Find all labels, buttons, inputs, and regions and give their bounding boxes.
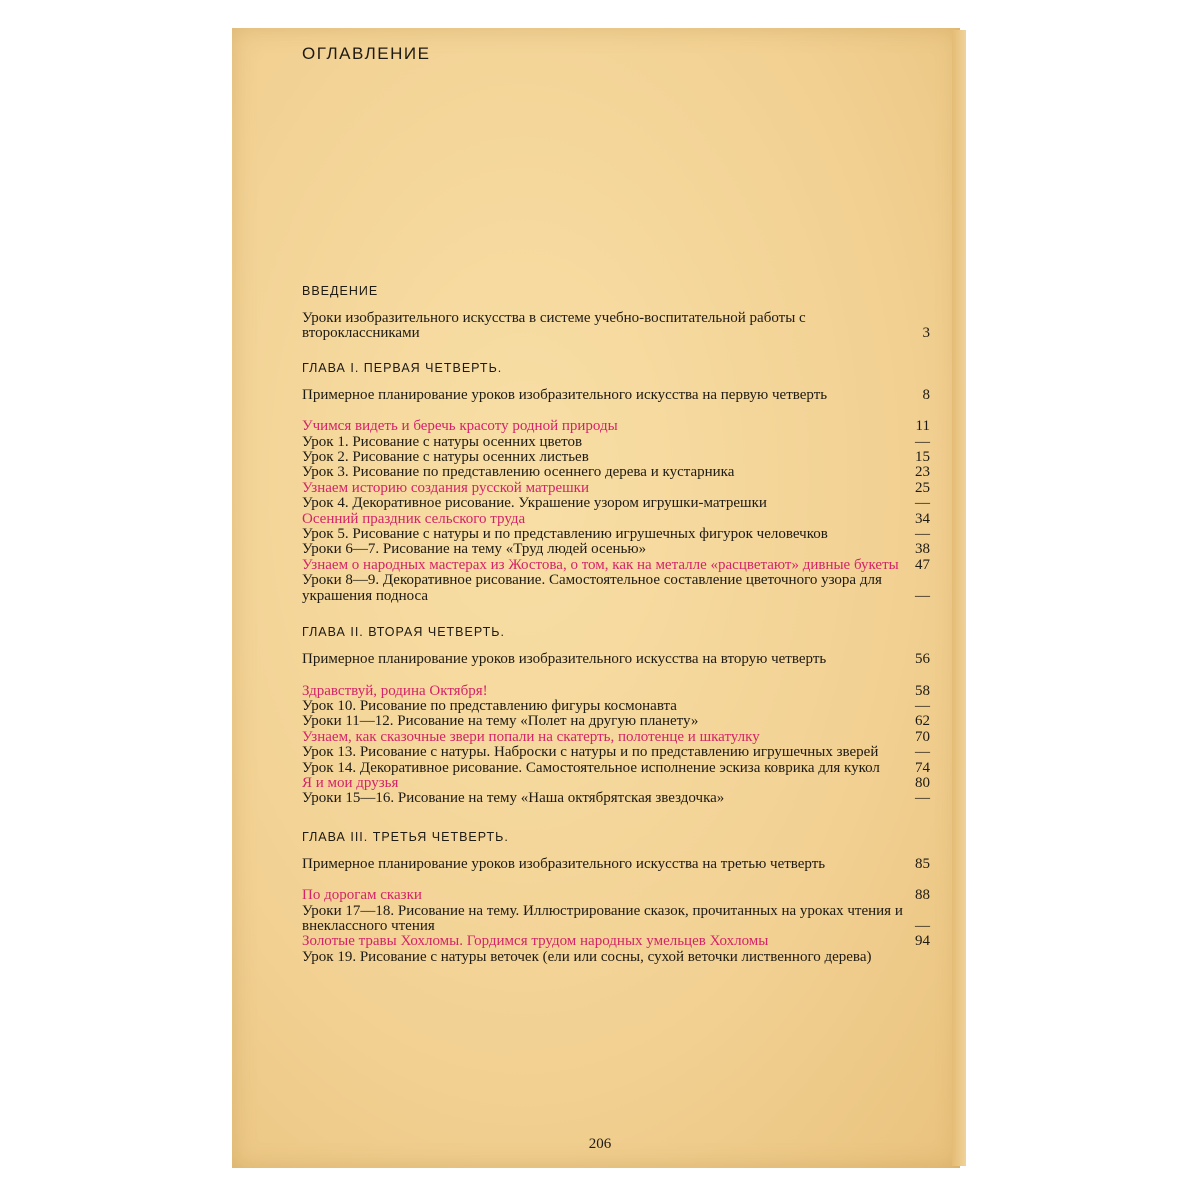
entry-page-number: —	[915, 495, 930, 512]
entry-page-number: 15	[915, 449, 930, 466]
entry-title: Урок 1. Рисование с натуры осенних цветов	[302, 433, 583, 450]
entry-title: Узнаем, как сказочные звери попали на скатерть, полотенце и шкатулку	[302, 728, 760, 745]
toc-topic-entry	[302, 512, 930, 527]
toc-entry	[302, 745, 930, 760]
entry-page-number: —	[915, 587, 930, 604]
entry-title: Уроки 6—7. Рисование на тему «Труд людей осенью»	[302, 541, 647, 558]
entry-page-number: 58	[915, 682, 930, 699]
toc-entry	[302, 311, 930, 342]
toc-entry	[302, 527, 930, 542]
toc-topic-entry	[302, 730, 930, 745]
toc-entry	[302, 435, 930, 450]
entry-spacer	[302, 872, 930, 888]
entry-title: Примерное планирование уроков изобразительного искусства на третью четверть	[302, 855, 826, 872]
entry-title: Уроки 8—9. Декоративное рисование. Самостоятельное составление цветочного узора для украшения подноса	[302, 572, 882, 604]
entry-title: Урок 14. Декоративное рисование. Самостоятельное исполнение эскиза коврика для кукол	[302, 759, 880, 776]
toc-topic-entry	[302, 419, 930, 434]
entry-page-number: 74	[915, 759, 930, 776]
table-of-contents	[302, 283, 930, 965]
entry-page-number: —	[915, 744, 930, 761]
entry-page-number: —	[915, 697, 930, 714]
entry-page-number: 47	[915, 556, 930, 573]
toc-entry	[302, 652, 930, 667]
section-heading: ВВЕДЕНИЕ	[302, 284, 379, 298]
section-heading: ГЛАВА II. ВТОРАЯ ЧЕТВЕРТЬ.	[302, 625, 505, 640]
page-edge	[952, 30, 966, 1166]
entry-title: Уроки 15—16. Рисование на тему «Наша октябрятская звездочка»	[302, 790, 725, 807]
toc-topic-entry	[302, 684, 930, 699]
entry-page-number: 94	[915, 933, 930, 950]
entry-page-number: 11	[915, 418, 930, 435]
entry-title: Я и мои друзья	[302, 774, 399, 791]
entry-title: Узнаем историю создания русской матрешки	[302, 479, 589, 496]
entry-title: Примерное планирование уроков изобразительного искусства на первую четверть	[302, 386, 828, 403]
entry-title: Уроки 17—18. Рисование на тему. Иллюстрирование сказок, прочитанных на уроках чтения и внеклассного чтения	[302, 902, 903, 934]
section-heading: ГЛАВА III. ТРЕТЬЯ ЧЕТВЕРТЬ.	[302, 829, 509, 844]
toc-topic-entry	[302, 481, 930, 496]
entry-title: Урок 10. Рисование по представлению фигуры космонавта	[302, 697, 677, 714]
toc-entry	[302, 542, 930, 557]
entry-title: Примерное планирование уроков изобразительного искусства на вторую четверть	[302, 651, 827, 668]
entry-title: Уроки 11—12. Рисование на тему «Полет на другую планету»	[302, 713, 699, 730]
toc-topic-entry	[302, 558, 930, 573]
toc-entry	[302, 857, 930, 872]
toc-entry	[302, 791, 930, 806]
toc-entry	[302, 450, 930, 465]
toc-entry	[302, 573, 930, 604]
entry-spacer	[302, 668, 930, 684]
entry-title: Осенний праздник сельского труда	[302, 510, 526, 527]
entry-title: Урок 2. Рисование с натуры осенних листьев	[302, 449, 589, 466]
toc-entry	[302, 714, 930, 729]
toc-section	[302, 624, 930, 807]
toc-topic-entry	[302, 776, 930, 791]
entry-page-number: 25	[915, 479, 930, 496]
toc-entry	[302, 699, 930, 714]
entry-page-number: 23	[915, 464, 930, 481]
entry-page-number: —	[915, 917, 930, 934]
toc-entry	[302, 388, 930, 403]
entry-page-number: 38	[915, 541, 930, 558]
entry-page-number: 85	[915, 855, 930, 872]
entry-title: Узнаем о народных мастерах из Жостова, о том, как на металле «расцветают» дивные букеты	[302, 556, 899, 573]
toc-section	[302, 829, 930, 965]
entry-page-number: —	[915, 790, 930, 807]
entry-spacer	[302, 403, 930, 419]
toc-entry	[302, 761, 930, 776]
toc-entry	[302, 465, 930, 480]
page-title: ОГЛАВЛЕНИЕ	[302, 44, 431, 63]
entry-title: Урок 4. Декоративное рисование. Украшение узором игрушки-матрешки	[302, 495, 767, 512]
toc-entry	[302, 904, 930, 935]
entry-title: Уроки изобразительного искусства в системе учебно-воспитательной работы с второклассниками	[302, 310, 806, 342]
entry-page-number: —	[915, 526, 930, 543]
section-heading: ГЛАВА I. ПЕРВАЯ ЧЕТВЕРТЬ.	[302, 360, 503, 375]
entry-title: По дорогам сказки	[302, 887, 422, 904]
entry-page-number: 3	[922, 325, 930, 342]
entry-title: Урок 13. Рисование с натуры. Наброски с натуры и по представлению игрушечных зверей	[302, 744, 879, 761]
toc-entry	[302, 496, 930, 511]
entry-title: Золотые травы Хохломы. Гордимся трудом народных умельцев Хохломы	[302, 933, 769, 950]
page-number: 206	[588, 1136, 612, 1152]
entry-page-number: 8	[922, 386, 930, 403]
entry-page-number: 56	[915, 651, 930, 668]
entry-title: Урок 19. Рисование с натуры веточек (ели или сосны, сухой веточки лиственного дерева)	[302, 948, 872, 965]
entry-page-number: 88	[915, 887, 930, 904]
entry-page-number: 34	[915, 510, 930, 527]
entry-title: Урок 3. Рисование по представлению осеннего дерева и кустарника	[302, 464, 735, 481]
toc-entry	[302, 950, 930, 965]
toc-topic-entry	[302, 888, 930, 903]
entry-page-number: 62	[915, 713, 930, 730]
toc-section	[302, 360, 930, 604]
toc-topic-entry	[302, 934, 930, 949]
entry-title: Здравствуй, родина Октября!	[302, 682, 488, 699]
entry-page-number: 80	[915, 774, 930, 791]
entry-title: Учимся видеть и беречь красоту родной природы	[302, 418, 618, 435]
entry-title: Урок 5. Рисование с натуры и по представлению игрушечных фигурок человечков	[302, 526, 828, 543]
entry-page-number: —	[915, 433, 930, 450]
toc-section	[302, 283, 930, 342]
entry-page-number: 70	[915, 728, 930, 745]
